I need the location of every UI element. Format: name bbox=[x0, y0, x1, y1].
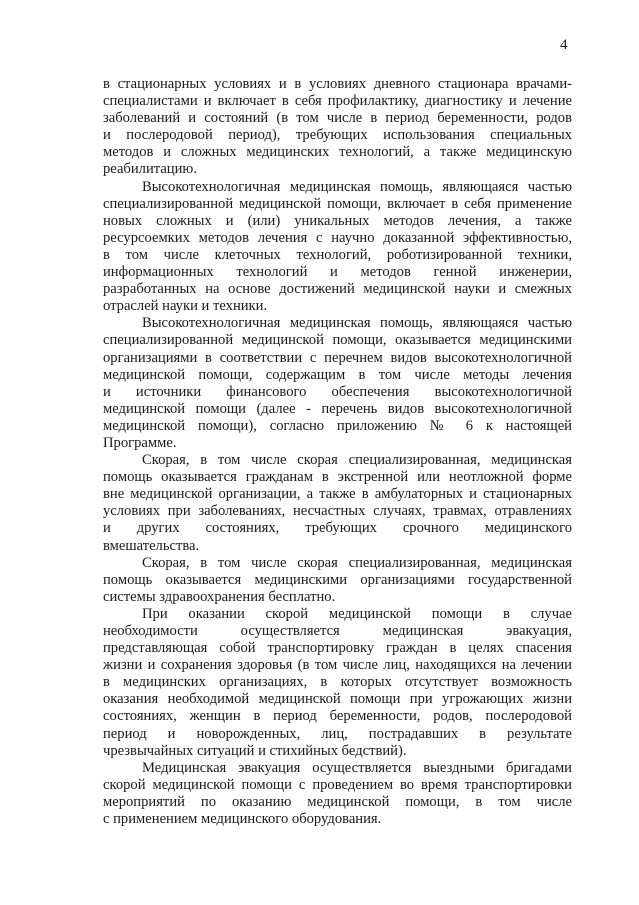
text-line: реабилитацию. bbox=[103, 161, 197, 178]
text-line: Скорая, в том числе скорая специализированная, медицинская bbox=[142, 554, 572, 571]
paragraph bbox=[103, 452, 572, 555]
text-line: помощь оказывается медицинскими организациями государственной bbox=[103, 571, 572, 588]
text-line: чрезвычайных ситуаций и стихийных бедствий). bbox=[103, 742, 407, 759]
text-line: новых сложных и (или) уникальных методов лечения, а также bbox=[103, 212, 572, 229]
text-line: медицинской помощи, содержащим в том числе методы лечения bbox=[103, 366, 572, 383]
text-line: Высокотехнологичная медицинская помощь, являющаяся частью bbox=[142, 315, 572, 332]
text-line: и других состояниях, требующих срочного медицинского bbox=[103, 520, 572, 537]
text-line: жизни и сохранения здоровья (в том числе лиц, находящихся на лечении bbox=[103, 657, 572, 674]
text-line: период и новорожденных, лиц, пострадавших в результате bbox=[103, 725, 572, 742]
text-line: в медицинских организациях, в которых отсутствует возможность bbox=[103, 674, 572, 691]
page-number: 4 bbox=[560, 37, 568, 53]
text-line: оказания необходимой медицинской помощи при угрожающих жизни bbox=[103, 691, 572, 708]
text-line: необходимости осуществляется медицинская эвакуация, bbox=[103, 623, 572, 639]
text-line: Скорая, в том числе скорая специализированная, медицинская bbox=[142, 452, 572, 469]
text-line: медицинской помощи (далее - перечень видов высокотехнологичной bbox=[103, 400, 572, 417]
paragraph bbox=[103, 179, 572, 316]
text-line: помощь оказывается гражданам в экстренной или неотложной форме bbox=[103, 469, 572, 486]
text-line: заболеваний и состояний (в том числе в период беременности, родов bbox=[103, 110, 572, 127]
paragraph bbox=[103, 606, 572, 760]
text-line: условиях при заболеваниях, несчастных случаях, травмах, отравлениях bbox=[103, 503, 572, 520]
body-text bbox=[103, 76, 572, 828]
text-line: методов и сложных медицинских технологий, а также медицинскую bbox=[103, 144, 572, 161]
text-line: вмешательства. bbox=[103, 537, 200, 554]
text-line: При оказании скорой медицинской помощи в случае bbox=[142, 605, 572, 622]
text-line: медицинской помощи), согласно приложению № 6 к настоящей bbox=[103, 417, 572, 434]
text-line: разработанных на основе достижений медицинской науки и смежных bbox=[103, 281, 572, 298]
text-line: Программе. bbox=[103, 434, 177, 451]
text-line: Медицинская эвакуация осуществляется выездными бригадами bbox=[142, 759, 572, 776]
text-line: в стационарных условиях и в условиях дневного стационара врачами- bbox=[103, 76, 572, 92]
text-line: отраслей науки и техники. bbox=[103, 298, 268, 315]
text-line: организациями в соответствии с перечнем видов высокотехнологичной bbox=[103, 349, 572, 366]
text-line: информационных технологий и методов генной инженерии, bbox=[103, 264, 572, 281]
text-line: ресурсоемких методов лечения с научно доказанной эффективностью, bbox=[103, 229, 572, 246]
text-line: и источники финансового обеспечения высокотехнологичной bbox=[103, 383, 572, 400]
text-line: и послеродовой период), требующих использования специальных bbox=[103, 127, 572, 144]
paragraph bbox=[103, 76, 572, 179]
text-line: специализированной медицинской помощи, оказывается медицинскими bbox=[103, 332, 572, 349]
text-line: в том числе клеточных технологий, роботизированной техники, bbox=[103, 246, 572, 263]
paragraph bbox=[103, 555, 572, 606]
text-line: состояниях, женщин в период беременности, родов, послеродовой bbox=[103, 708, 572, 725]
paragraph bbox=[103, 760, 572, 828]
text-line: специалистами и включает в себя профилактику, диагностику и лечение bbox=[103, 93, 572, 110]
text-line: мероприятий по оказанию медицинской помощи, в том числе bbox=[103, 793, 572, 810]
text-line: Высокотехнологичная медицинская помощь, являющаяся частью bbox=[142, 178, 572, 195]
text-line: системы здравоохранения бесплатно. bbox=[103, 588, 336, 605]
text-line: специализированной медицинской помощи, включает в себя применение bbox=[103, 195, 572, 212]
text-line: скорой медицинской помощи с проведением во время транспортировки bbox=[103, 776, 572, 793]
text-line: с применением медицинского оборудования. bbox=[103, 811, 382, 828]
paragraph bbox=[103, 315, 572, 452]
text-line: представляющая собой транспортировку граждан в целях спасения bbox=[103, 640, 572, 657]
text-line: вне медицинской организации, а также в амбулаторных и стационарных bbox=[103, 486, 572, 503]
